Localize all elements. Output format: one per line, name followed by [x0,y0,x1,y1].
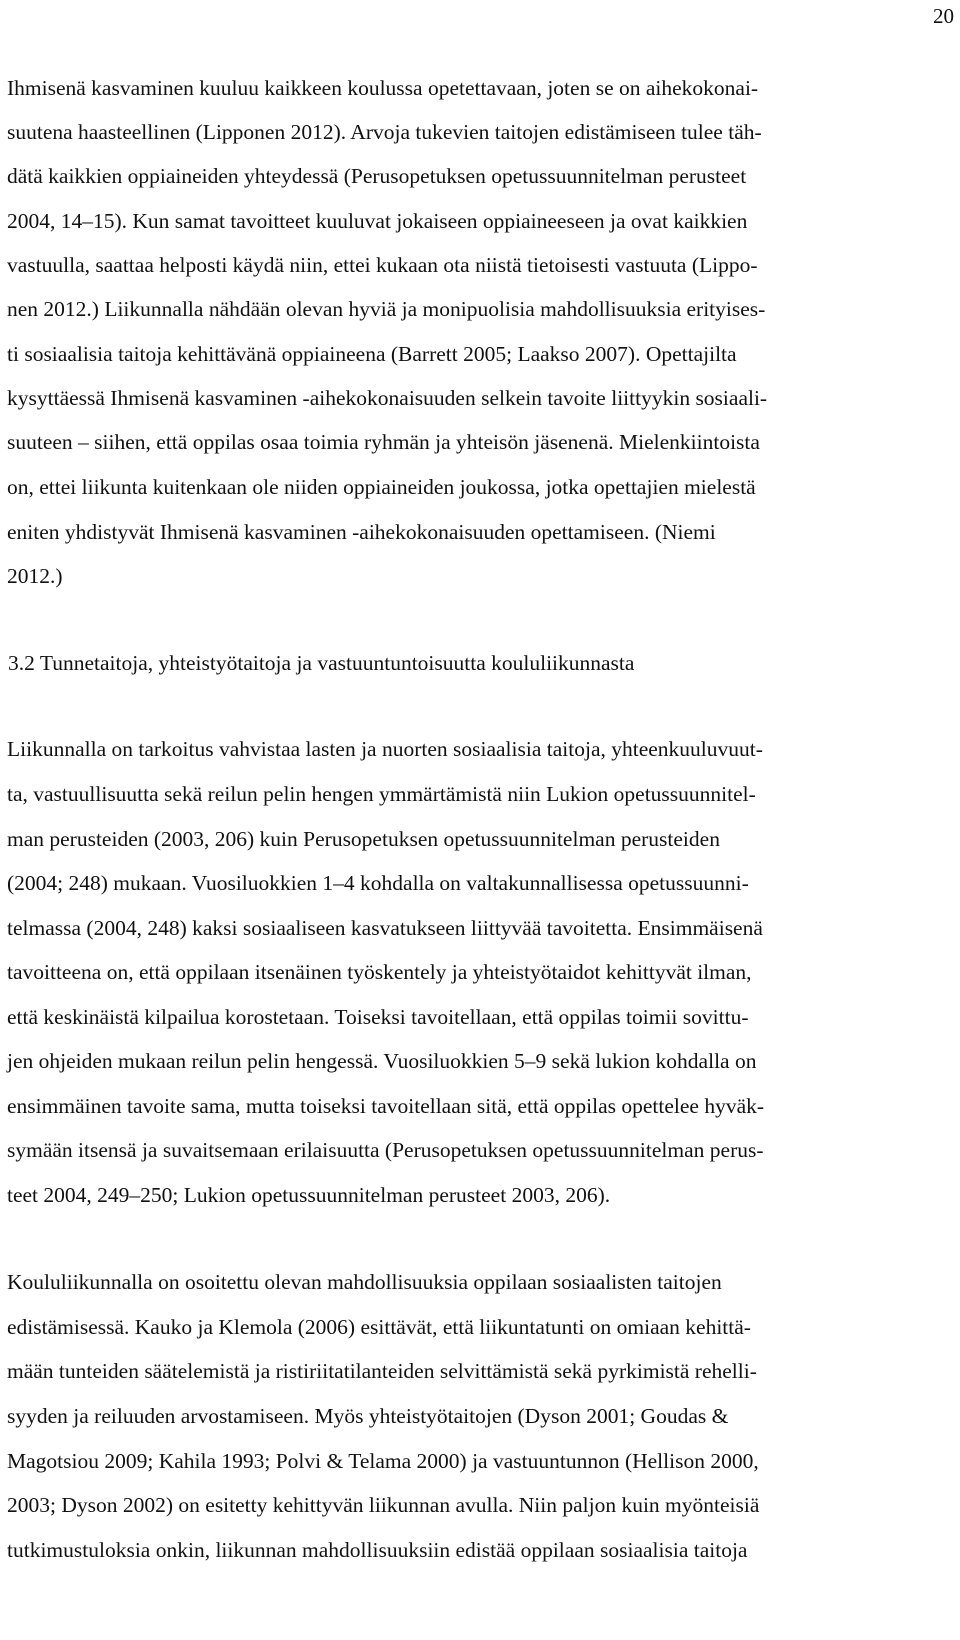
paragraph-2-line: tavoitteena on, että oppilaan itsenäinen työskentely ja yhteistyötaidot kehittyvät ilman, [7,960,752,984]
paragraph-2-line: teet 2004, 249–250; Lukion opetussuunnitelman perusteet 2003, 206). [7,1183,611,1207]
paragraph-1-line: vastuulla, saattaa helposti käydä niin, ettei kukaan ota niistä tietoisesti vastuuta (Lippo- [7,253,758,277]
paragraph-3-line: edistämisessä. Kauko ja Klemola (2006) esittävät, että liikuntatunti on omiaan kehittä- [7,1315,751,1339]
paragraph-2-line: Liikunnalla on tarkoitus vahvistaa lasten ja nuorten sosiaalisia taitoja, yhteenkuuluvuut- [7,737,763,761]
paragraph-1-line: 2004, 14–15). Kun samat tavoitteet kuuluvat jokaiseen oppiaineeseen ja ovat kaikkien [7,209,748,233]
paragraph-1-line: suuteen – siihen, että oppilas osaa toimia ryhmän ja yhteisön jäsenenä. Mielenkiintoista [7,430,760,454]
paragraph-2-line: että keskinäistä kilpailua korostetaan. Toiseksi tavoitellaan, että oppilas toimii sovittu- [7,1005,749,1029]
paragraph-1-line: kysyttäessä Ihmisenä kasvaminen -aihekokonaisuuden selkein tavoite liittyykin sosiaali- [7,386,768,410]
section-heading: 3.2 Tunnetaitoja, yhteistyötaitoja ja vastuuntuntoisuutta koululiikunnasta [8,651,635,675]
paragraph-1-line: nen 2012.) Liikunnalla nähdään olevan hyviä ja monipuolisia mahdollisuuksia erityises- [7,297,766,321]
paragraph-1-line: suutena haasteellinen (Lipponen 2012). Arvoja tukevien taitojen edistämiseen tulee täh- [7,120,762,144]
paragraph-1-line: eniten yhdistyvät Ihmisenä kasvaminen -aihekokonaisuuden opettamiseen. (Niemi [7,520,716,544]
paragraph-2-line: symään itsensä ja suvaitsemaan erilaisuutta (Perusopetuksen opetussuunnitelman perus- [7,1138,764,1162]
paragraph-2-line: jen ohjeiden mukaan reilun pelin hengessä. Vuosiluokkien 5–9 sekä lukion kohdalla on [7,1049,757,1073]
paragraph-1-line: Ihmisenä kasvaminen kuuluu kaikkeen koulussa opetettavaan, joten se on aihekokonai- [7,76,759,100]
paragraph-3-line: 2003; Dyson 2002) on esitetty kehittyvän liikunnan avulla. Niin paljon kuin myönteisiä [7,1493,760,1517]
paragraph-2-line: ta, vastuullisuutta sekä reilun pelin hengen ymmärtämistä niin Lukion opetussuunnitel- [7,782,756,806]
paragraph-1-line: ti sosiaalisia taitoja kehittävänä oppiaineena (Barrett 2005; Laakso 2007). Opettajilta [7,342,737,366]
paragraph-3-line: Magotsiou 2009; Kahila 1993; Polvi & Telama 2000) ja vastuuntunnon (Hellison 2000, [7,1449,759,1473]
paragraph-2-line: (2004; 248) mukaan. Vuosiluokkien 1–4 kohdalla on valtakunnallisessa opetussuunni- [7,871,749,895]
paragraph-3-line: mään tunteiden säätelemistä ja ristiriitatilanteiden selvittämistä sekä pyrkimistä rehelli- [7,1359,757,1383]
paragraph-3-line: tutkimustuloksia onkin, liikunnan mahdollisuuksiin edistää oppilaan sosiaalisia taitoja [7,1538,748,1562]
paragraph-2-line: man perusteiden (2003, 206) kuin Perusopetuksen opetussuunnitelman perusteiden [7,827,720,851]
paragraph-1-line: 2012.) [7,564,63,588]
page-number: 20 [933,4,954,28]
paragraph-2-line: telmassa (2004, 248) kaksi sosiaaliseen kasvatukseen liittyvää tavoitetta. Ensimmäisenä [7,916,763,940]
paragraph-3-line: syyden ja reiluuden arvostamiseen. Myös yhteistyötaitojen (Dyson 2001; Goudas & [7,1404,729,1428]
paragraph-1-line: on, ettei liikunta kuitenkaan ole niiden oppiaineiden joukossa, jotka opettajien mielestä [7,475,756,499]
paragraph-1-line: dätä kaikkien oppiaineiden yhteydessä (Perusopetuksen opetussuunnitelman perusteet [7,164,747,188]
paragraph-3-line: Koululiikunnalla on osoitettu olevan mahdollisuuksia oppilaan sosiaalisten taitojen [7,1270,722,1294]
paragraph-2-line: ensimmäinen tavoite sama, mutta toiseksi tavoitellaan sitä, että oppilas opettelee hyväk- [7,1094,765,1118]
